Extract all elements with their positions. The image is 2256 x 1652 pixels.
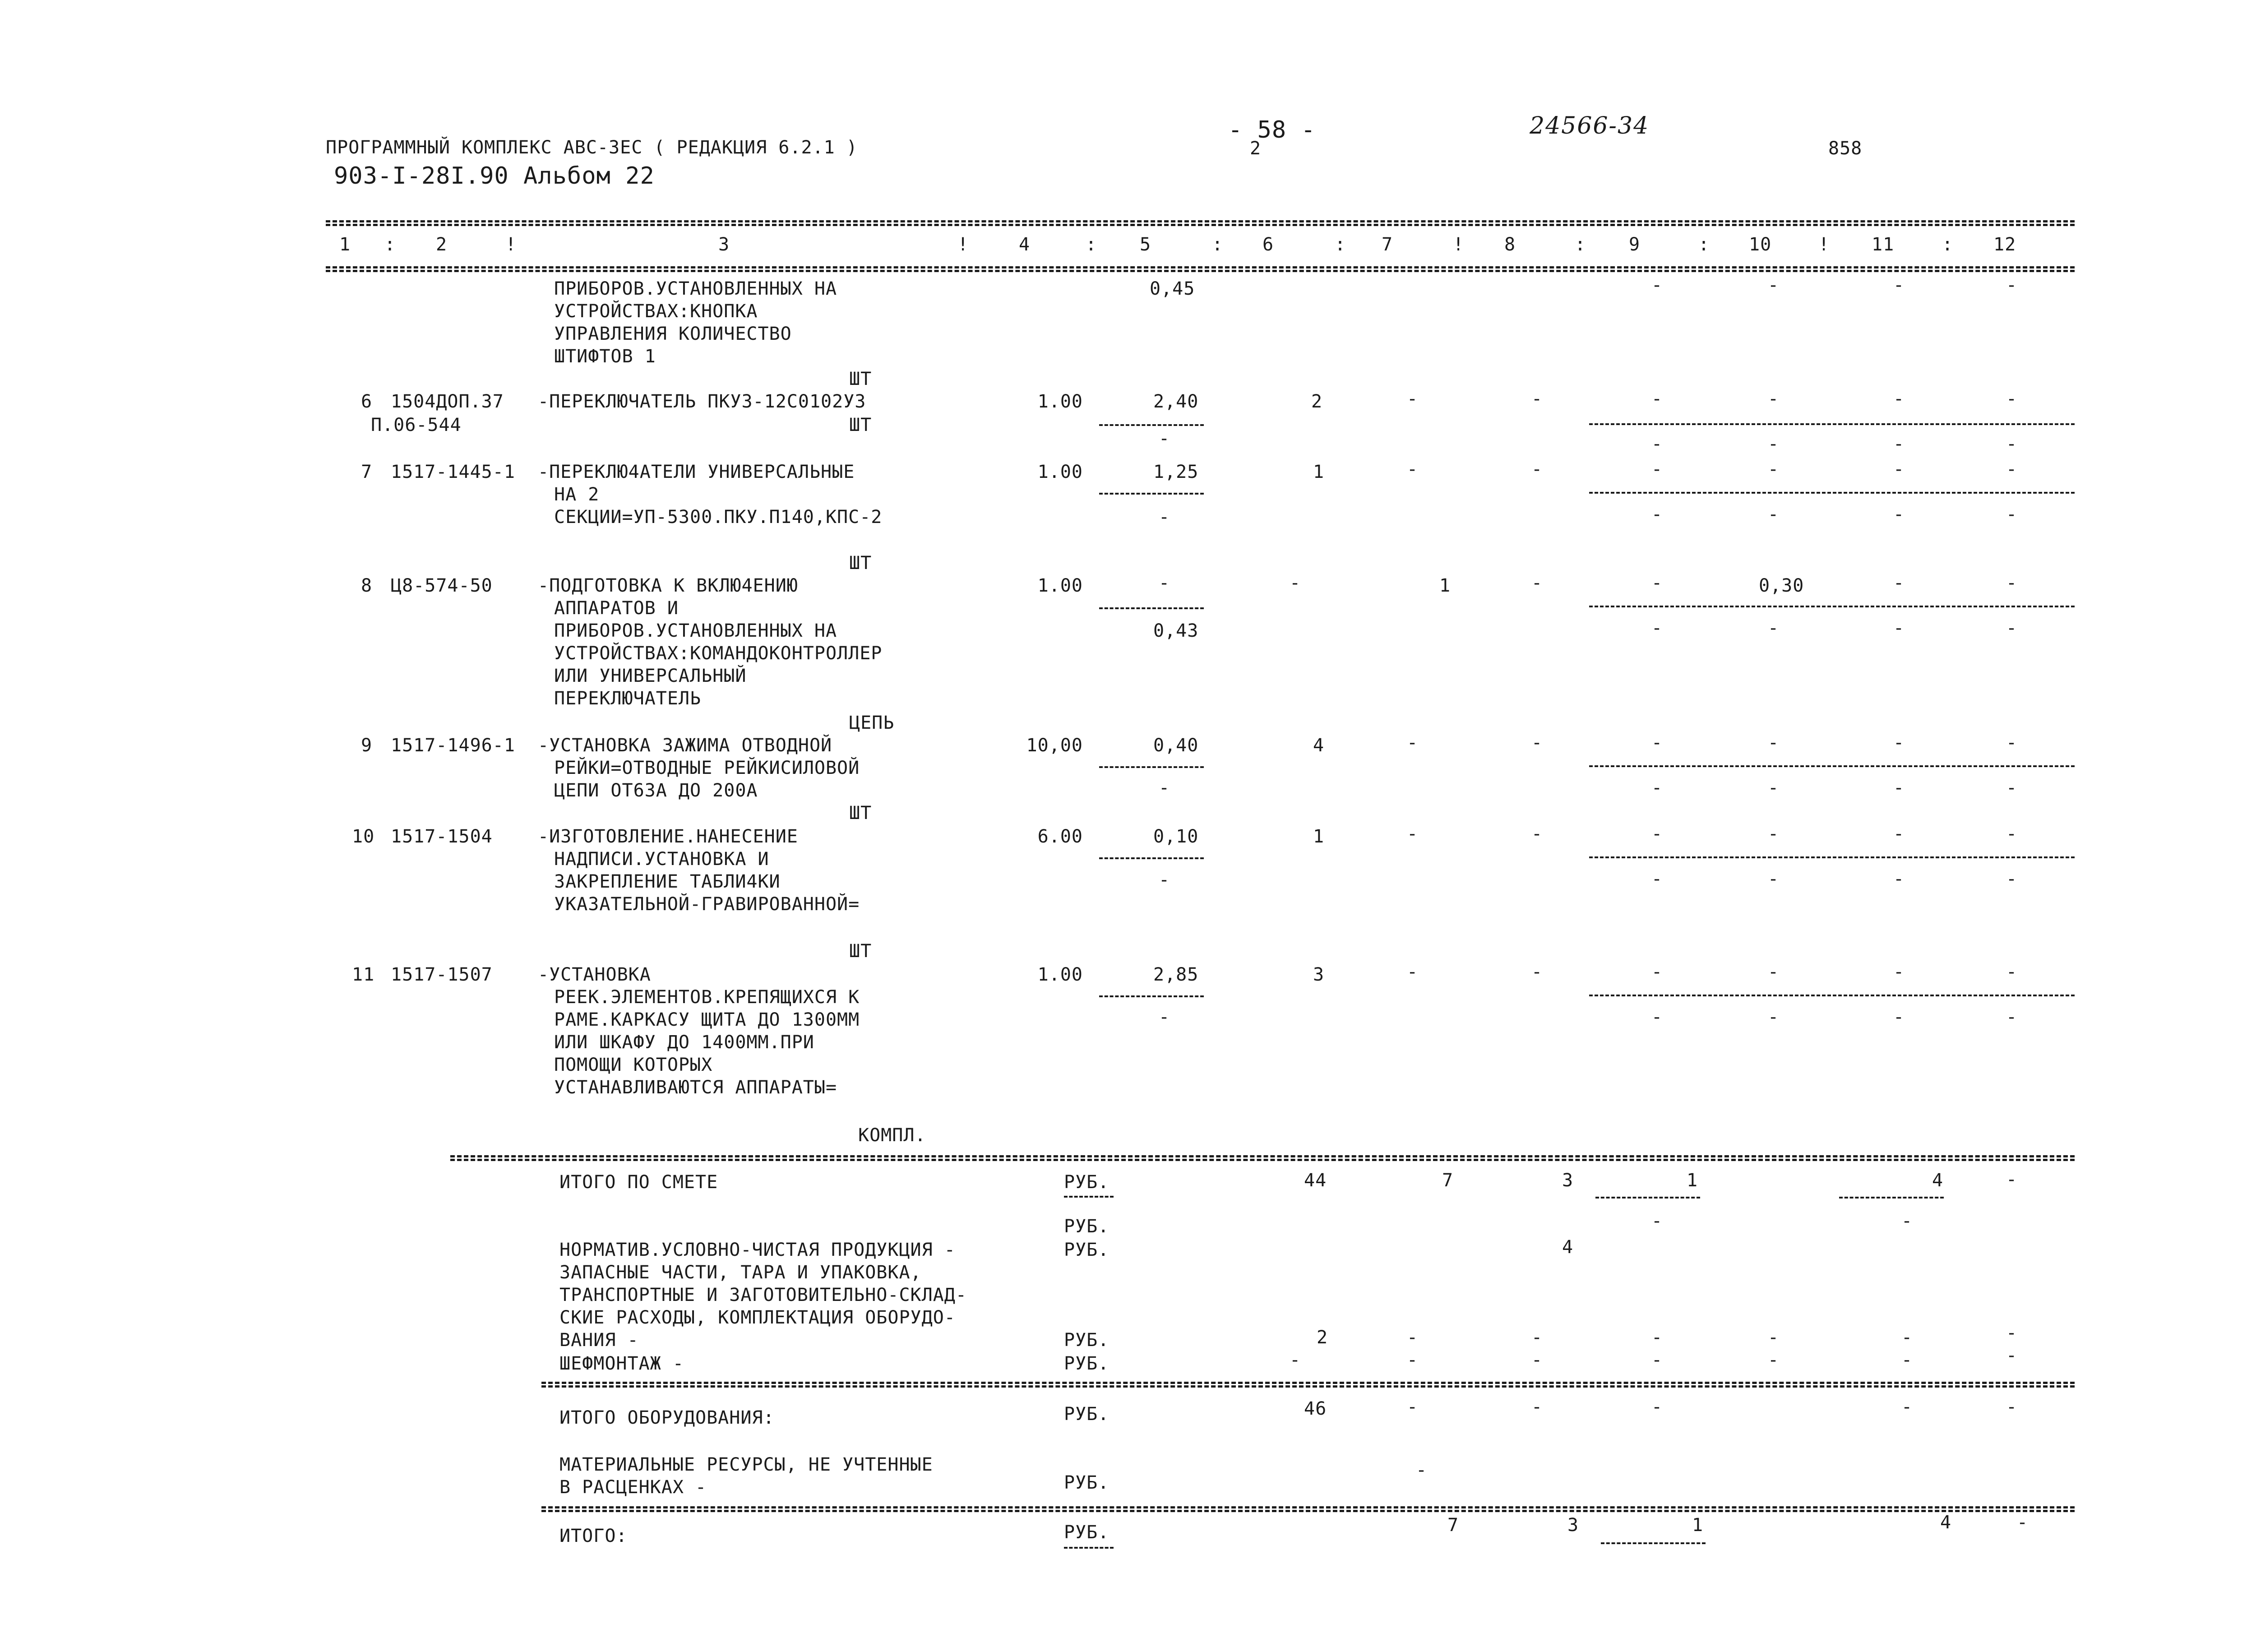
dash: - — [2006, 504, 2018, 525]
dash: - — [2017, 1512, 2029, 1533]
material-unit: РУБ. — [1064, 1472, 1110, 1493]
unit: РУБ. — [1064, 1216, 1110, 1237]
unit-underline — [1064, 1196, 1114, 1198]
program-title: ПРОГРАММНЫЙ КОМПЛЕКС АВС-3ЕС ( РЕДАКЦИЯ 6.2.1 ) — [326, 137, 858, 158]
unit: ЦЕПЬ — [849, 713, 895, 733]
dash: - — [1768, 618, 1780, 639]
page-number: - 58 - — [1228, 116, 1316, 143]
dash: - — [1893, 389, 1905, 409]
cell-col5-low: 0,43 — [1153, 620, 1199, 641]
totals-rule-top — [450, 1155, 2075, 1157]
dash: - — [1901, 1397, 1913, 1417]
dash: - — [1768, 1327, 1780, 1348]
resource-code-2: П.06-544 — [371, 415, 462, 435]
description-line: УКАЗАТЕЛЬНОЙ-ГРАВИРОВАННОЙ= — [554, 894, 860, 915]
dash: - — [1651, 504, 1663, 525]
grand-total-rule-2 — [541, 1510, 2075, 1512]
dash: - — [1893, 618, 1905, 639]
dash: - — [1651, 275, 1663, 296]
normativ-line: СКИЕ РАСХОДЫ, КОМПЛЕКТАЦИЯ ОБОРУДО- — [559, 1307, 956, 1328]
total-equipment-label: ИТОГО ОБОРУДОВАНИЯ: — [559, 1407, 775, 1428]
dash: - — [1768, 459, 1780, 480]
col-sep-1: : — [384, 234, 396, 255]
col-sep-2: ! — [505, 234, 517, 255]
dash: - — [1651, 1350, 1663, 1370]
dash: - — [1768, 1007, 1780, 1027]
dash: - — [2006, 869, 2018, 889]
dash: - — [1531, 573, 1543, 593]
col-h-9: 9 — [1629, 234, 1641, 255]
col-h-10: 10 — [1749, 234, 1772, 255]
cell-col6: 1 — [1313, 462, 1325, 482]
grand-total-col7: 7 — [1447, 1515, 1459, 1536]
dash: - — [1893, 459, 1905, 480]
dash: - — [1531, 1397, 1543, 1417]
col-h-11: 11 — [1872, 234, 1895, 255]
dash: - — [1531, 1327, 1543, 1348]
description-line: РАМЕ.КАРКАСУ ЩИТА ДО 1300ММ — [554, 1009, 860, 1030]
description-line: РЕЙКИ=ОТВОДНЫЕ РЕЙКИСИЛОВОЙ — [554, 758, 860, 778]
unit: РУБ. — [1064, 1330, 1110, 1351]
dash: - — [1531, 824, 1543, 844]
col-h-8: 8 — [1504, 234, 1516, 255]
dash: - — [1893, 1007, 1905, 1027]
dash: - — [2006, 573, 2018, 593]
fraction-rule — [1589, 856, 2075, 858]
resource-code: 1517-1504 — [391, 826, 493, 847]
description-line: ЗАКРЕПЛЕНИЕ ТАБЛИ4КИ — [554, 871, 781, 892]
shefmontazh-unit: РУБ. — [1064, 1353, 1110, 1374]
cell-col5: 0,40 — [1153, 735, 1199, 756]
unit: ШТ — [849, 803, 872, 824]
dash: - — [1768, 504, 1780, 525]
row-number: 7 — [361, 462, 373, 482]
fraction-rule — [1839, 1197, 1944, 1199]
col-sep-10: ! — [1818, 234, 1830, 255]
dash: - — [1407, 732, 1419, 753]
total-smeta-unit: РУБ. — [1064, 1172, 1110, 1193]
grand-total-unit: РУБ. — [1064, 1522, 1110, 1543]
resource-code: 1517-1507 — [391, 964, 493, 985]
cell-col5: 2,40 — [1153, 391, 1199, 412]
col-h-4: 4 — [1019, 234, 1031, 255]
dash: - — [1768, 389, 1780, 409]
dash: - — [1768, 434, 1780, 454]
cell-col7: 1 — [1439, 575, 1451, 596]
resource-code: Ц8-574-50 — [391, 575, 493, 596]
dash: - — [1901, 1350, 1913, 1370]
totals-rule-top-2 — [450, 1159, 2075, 1161]
description-line: ПЕРЕКЛЮЧАТЕЛЬ — [554, 688, 702, 709]
total-smeta-col6: 44 — [1304, 1170, 1327, 1191]
resource-code: 1517-1445-1 — [391, 462, 515, 482]
dash: - — [2006, 389, 2018, 409]
cell-col5: 1,25 — [1153, 462, 1199, 482]
sheet-code: 858 — [1828, 138, 1863, 159]
fraction-rule — [1601, 1542, 1706, 1544]
dash: - — [1531, 459, 1543, 480]
dash: - — [2006, 1169, 2018, 1190]
col-sep-9: : — [1698, 234, 1710, 255]
header-rule-top-2 — [326, 224, 2075, 226]
dash: - — [1290, 1350, 1301, 1370]
dash: - — [1651, 824, 1663, 844]
header-rule-bottom-2 — [326, 270, 2075, 272]
description-line: НАДПИСИ.УСТАНОВКА И — [554, 849, 769, 870]
col-h-3: 3 — [718, 234, 730, 255]
grand-total-col9: 1 — [1692, 1515, 1704, 1536]
equipment-rule-2 — [541, 1385, 2075, 1388]
dash: - — [1651, 618, 1663, 639]
cell-col6: 3 — [1313, 964, 1325, 985]
normativ-line: ТРАНСПОРТНЫЕ И ЗАГОТОВИТЕЛЬНО-СКЛАД- — [559, 1285, 967, 1305]
dash: - — [1768, 962, 1780, 982]
dash: - — [2006, 618, 2018, 639]
dash: - — [1893, 504, 1905, 525]
dash: - — [1407, 962, 1419, 982]
normativ-line: ВАНИЯ - — [559, 1330, 639, 1351]
grand-total-label: ИТОГО: — [559, 1526, 628, 1546]
row-number: 6 — [361, 391, 373, 412]
description-line: ШТИФТОВ 1 — [554, 346, 656, 367]
fraction-rule — [1099, 995, 1204, 997]
dash: - — [1768, 1350, 1780, 1370]
grand-total-col8: 3 — [1567, 1515, 1579, 1536]
dash: - — [1407, 459, 1419, 480]
dash: - — [1651, 434, 1663, 454]
description-line: СЕКЦИИ=УП-5300.ПКУ.П140,КПС-2 — [554, 507, 883, 528]
unit-underline — [1064, 1547, 1114, 1549]
dash: - — [1407, 389, 1419, 409]
description-line: -УСТАНОВКА — [538, 964, 651, 985]
col-h-7: 7 — [1382, 234, 1393, 255]
fraction-rule — [1589, 423, 2075, 425]
dash: - — [1159, 507, 1170, 528]
dash: - — [1893, 275, 1905, 296]
dash: - — [2006, 777, 2018, 798]
col-h-1: 1 — [339, 234, 351, 255]
dash: - — [1651, 1327, 1663, 1348]
header-rule-bottom — [326, 266, 2075, 268]
col-h-5: 5 — [1140, 234, 1151, 255]
dash: - — [1407, 1397, 1419, 1417]
normativ-vaniya-col6: 2 — [1317, 1327, 1328, 1348]
dash: - — [1651, 573, 1663, 593]
dash: - — [1651, 962, 1663, 982]
description-line: -ПОДГОТОВКА К ВКЛЮ4ЕНИЮ — [538, 575, 798, 596]
col-sep-5: : — [1212, 234, 1224, 255]
dash: - — [2006, 824, 2018, 844]
row-number: 8 — [361, 575, 373, 596]
dash: - — [1531, 732, 1543, 753]
description-line: УСТАНАВЛИВАЮТСЯ АППАРАТЫ= — [554, 1077, 837, 1098]
shefmontazh-label: ШЕФМОНТАЖ - — [559, 1353, 684, 1374]
total-smeta-col11: 4 — [1932, 1170, 1944, 1191]
total-equipment-col6: 46 — [1304, 1398, 1327, 1419]
dash: - — [1416, 1460, 1428, 1481]
normativ-unit: РУБ. — [1064, 1240, 1110, 1260]
dash: - — [1893, 573, 1905, 593]
description-line: -ИЗГОТОВЛЕНИЕ.НАНЕСЕНИЕ — [538, 826, 798, 847]
dash: - — [1651, 777, 1663, 798]
cell-col6: 4 — [1313, 735, 1325, 756]
total-smeta-col7: 7 — [1442, 1170, 1454, 1191]
description-line: ПОМОЩИ КОТОРЫХ — [554, 1055, 713, 1075]
total-smeta-col8: 3 — [1562, 1170, 1574, 1191]
fraction-rule — [1099, 857, 1204, 859]
dash: - — [2006, 275, 2018, 296]
dash: - — [1407, 1327, 1419, 1348]
page-sub: 2 — [1250, 138, 1262, 159]
col-sep-4: : — [1086, 234, 1097, 255]
dash: - — [1159, 428, 1170, 449]
header-rule-top — [326, 220, 2075, 222]
cell-col6: 1 — [1313, 826, 1325, 847]
dash: - — [1893, 962, 1905, 982]
description-line: ИЛИ ШКАФУ ДО 1400ММ.ПРИ — [554, 1032, 814, 1053]
resource-code: 1504ДОП.37 — [391, 391, 504, 412]
dash: - — [2006, 1323, 2018, 1343]
dash: - — [1159, 777, 1170, 798]
dash: - — [2006, 1397, 2018, 1417]
dash: - — [1159, 573, 1170, 593]
dash: - — [2006, 732, 2018, 753]
dash: - — [1651, 459, 1663, 480]
unit: ШТ — [849, 553, 872, 574]
dash: - — [1531, 1350, 1543, 1370]
equipment-rule — [541, 1382, 2075, 1384]
col-sep-3: ! — [957, 234, 969, 255]
cell-col10: 0,30 — [1759, 575, 1804, 596]
description-line: -ПЕРЕКЛЮ4АТЕЛИ УНИВЕРСАЛЬНЫЕ — [538, 462, 855, 482]
normativ-line: ЗАПАСНЫЕ ЧАСТИ, ТАРА И УПАКОВКА, — [559, 1262, 922, 1283]
row-number: 10 — [352, 826, 375, 847]
dash: - — [1159, 1007, 1170, 1027]
description-line: УСТРОЙСТВАХ:КОМАНДОКОНТРОЛЛЕР — [554, 643, 883, 664]
album-title: 903-I-28I.90 Альбом 22 — [334, 162, 655, 190]
material-line: МАТЕРИАЛЬНЫЕ РЕСУРСЫ, НЕ УЧТЕННЫЕ — [559, 1454, 933, 1475]
dash: - — [1651, 732, 1663, 753]
dash: - — [1290, 573, 1301, 593]
unit: КОМПЛ. — [858, 1125, 926, 1146]
col-sep-6: : — [1335, 234, 1346, 255]
unit: ШТ — [849, 369, 872, 389]
cell-col4: 6.00 — [1037, 826, 1083, 847]
col-h-12: 12 — [1993, 234, 2016, 255]
total-equipment-unit: РУБ. — [1064, 1404, 1110, 1425]
material-line: В РАСЦЕНКАХ - — [559, 1477, 707, 1498]
col-sep-8: : — [1575, 234, 1586, 255]
fraction-rule — [1589, 606, 2075, 607]
dash: - — [1651, 1211, 1663, 1231]
dash: - — [1768, 824, 1780, 844]
description-line: -ПЕРЕКЛЮЧАТЕЛЬ ПКУ3-12С0102У3 — [538, 391, 866, 412]
unit: ШТ — [849, 941, 872, 962]
fraction-rule — [1589, 765, 2075, 767]
fraction-rule — [1099, 493, 1204, 495]
cell-col4: 1.00 — [1037, 462, 1083, 482]
dash: - — [1901, 1211, 1913, 1231]
total-smeta-label: ИТОГО ПО СМЕТЕ — [559, 1172, 718, 1193]
dash: - — [1768, 869, 1780, 889]
dash: - — [1768, 777, 1780, 798]
cell-col4: 10,00 — [1026, 735, 1083, 756]
description-line: АППАРАТОВ И — [554, 598, 679, 619]
description-line: ПРИБОРОВ.УСТАНОВЛЕННЫХ НА — [554, 278, 837, 299]
dash: - — [1768, 275, 1780, 296]
fraction-rule — [1099, 766, 1204, 768]
dash: - — [2006, 962, 2018, 982]
description-line: ПРИБОРОВ.УСТАНОВЛЕННЫХ НА — [554, 620, 837, 641]
col-h-6: 6 — [1262, 234, 1274, 255]
dash: - — [1893, 434, 1905, 454]
description-line: НА 2 — [554, 484, 600, 505]
fraction-rule — [1589, 995, 2075, 996]
normativ-line: НОРМАТИВ.УСЛОВНО-ЧИСТАЯ ПРОДУКЦИЯ - — [559, 1240, 956, 1260]
dash: - — [1893, 732, 1905, 753]
dash: - — [1893, 869, 1905, 889]
row-number: 11 — [352, 964, 375, 985]
dash: - — [2006, 459, 2018, 480]
fraction-rule — [1099, 607, 1204, 609]
dash: - — [1531, 962, 1543, 982]
dash: - — [1893, 824, 1905, 844]
cell-col4: 1.00 — [1037, 964, 1083, 985]
fraction-rule — [1589, 492, 2075, 494]
row-number: 9 — [361, 735, 373, 756]
grand-total-col11: 4 — [1940, 1512, 1952, 1533]
dash: - — [1159, 870, 1170, 890]
dash: - — [1651, 1397, 1663, 1417]
cell-col5: 0,10 — [1153, 826, 1199, 847]
handwritten-code: 24566-34 — [1530, 112, 1650, 139]
unit: ШТ — [849, 415, 872, 435]
fraction-rule — [1595, 1197, 1700, 1199]
description-line: РЕЕК.ЭЛЕМЕНТОВ.КРЕПЯЩИХСЯ К — [554, 987, 860, 1008]
resource-code: 1517-1496-1 — [391, 735, 515, 756]
normativ-col8: 4 — [1562, 1237, 1574, 1258]
dash: - — [1407, 1350, 1419, 1370]
dash: - — [1893, 777, 1905, 798]
description-line: -УСТАНОВКА ЗАЖИМА ОТВОДНОЙ — [538, 735, 832, 756]
dash: - — [1651, 389, 1663, 409]
col-sep-7: ! — [1453, 234, 1465, 255]
description-line: УПРАВЛЕНИЯ КОЛИЧЕСТВО — [554, 324, 792, 344]
description-line: ЦЕПИ ОТ63А ДО 200А — [554, 780, 758, 801]
description-line: ИЛИ УНИВЕРСАЛЬНЫЙ — [554, 666, 747, 686]
cell-col5: 0,45 — [1150, 278, 1195, 299]
cell-col4: 1.00 — [1037, 391, 1083, 412]
dash: - — [1651, 869, 1663, 889]
fraction-rule — [1099, 424, 1204, 426]
dash: - — [1407, 824, 1419, 844]
cell-col5: 2,85 — [1153, 964, 1199, 985]
dash: - — [2006, 1007, 2018, 1027]
dash: - — [1651, 1007, 1663, 1027]
description-line: УСТРОЙСТВАХ:КНОПКА — [554, 301, 758, 322]
cell-col6: 2 — [1311, 391, 1323, 412]
col-h-2: 2 — [436, 234, 448, 255]
dash: - — [1901, 1327, 1913, 1348]
dash: - — [2006, 434, 2018, 454]
dash: - — [1531, 389, 1543, 409]
grand-total-rule — [541, 1506, 2075, 1509]
cell-col4: 1.00 — [1037, 575, 1083, 596]
col-sep-11: : — [1942, 234, 1954, 255]
total-smeta-col9: 1 — [1687, 1170, 1698, 1191]
dash: - — [1768, 732, 1780, 753]
dash: - — [2006, 1345, 2018, 1366]
